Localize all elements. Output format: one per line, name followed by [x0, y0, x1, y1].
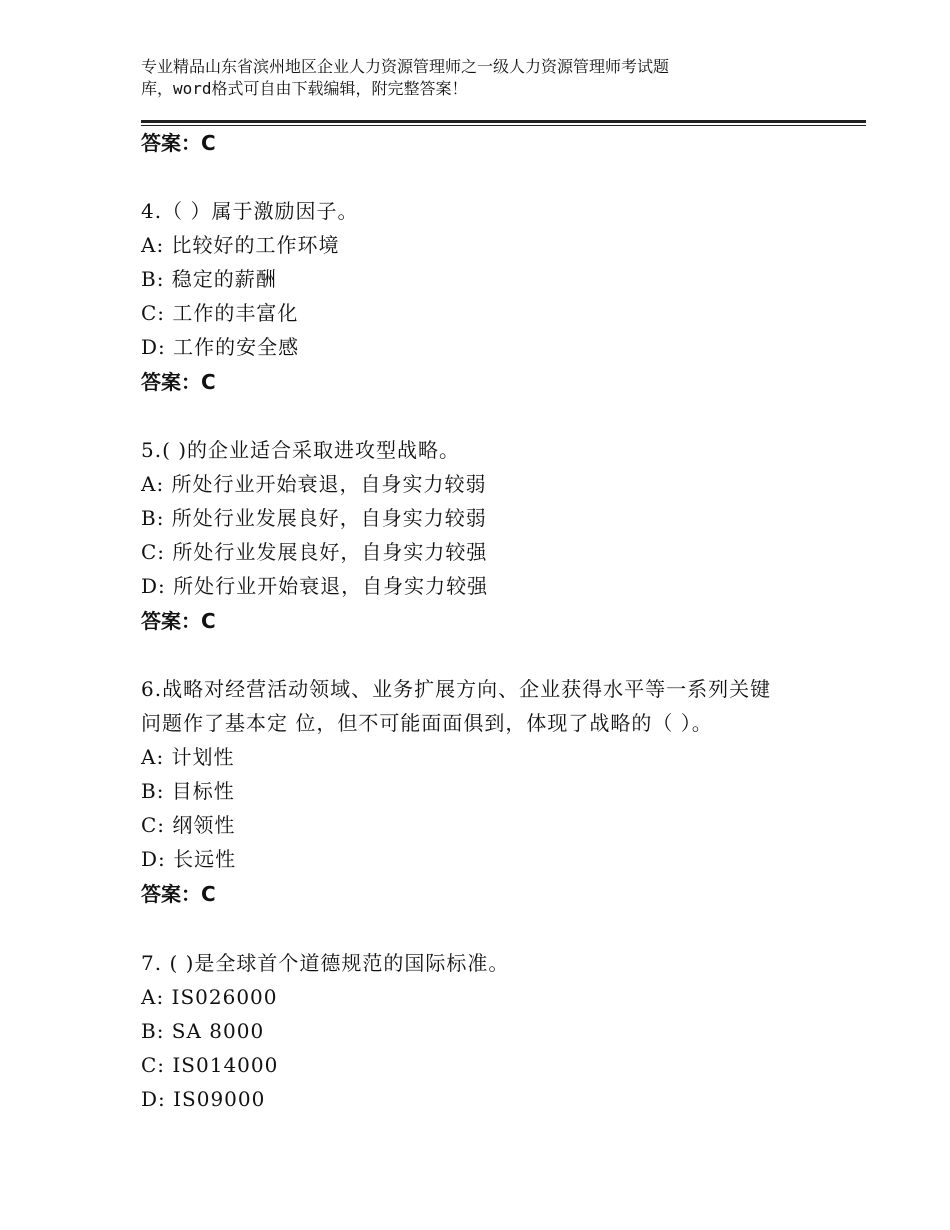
question-7-option-a: A: IS026000 — [141, 985, 278, 1009]
question-7-stem: 7. ( )是全球首个道德规范的国际标准。 — [141, 951, 510, 975]
document-header — [141, 56, 781, 100]
question-4-answer: 答案：C — [141, 370, 216, 394]
question-4-option-c: C: 工作的丰富化 — [141, 301, 299, 325]
header-rule-thin — [141, 125, 866, 126]
question-4-option-d: D: 工作的安全感 — [141, 335, 300, 359]
question-7-option-c: C: IS014000 — [141, 1053, 279, 1077]
question-4-option-b: B: 稳定的薪酬 — [141, 267, 277, 291]
question-6-option-d: D: 长远性 — [141, 847, 237, 871]
question-4-option-a: A: 比较好的工作环境 — [141, 233, 340, 257]
question-4-stem: 4.（ ）属于激励因子。 — [141, 199, 359, 223]
question-5-option-b: B: 所处行业发展良好，自身实力较弱 — [141, 506, 487, 530]
question-5-stem: 5.( )的企业适合采取进攻型战略。 — [141, 438, 461, 462]
question-6-option-a: A: 计划性 — [141, 745, 235, 769]
question-6-stem-line-2: 问题作了基本定 位，但不可能面面俱到，体现了战略的（ ）。 — [141, 711, 713, 735]
header-rule-thick — [141, 120, 866, 123]
question-6-stem-line-1: 6.战略对经营活动领域、业务扩展方向、企业获得水平等一系列关键 — [141, 677, 772, 701]
question-6-option-c: C: 纲领性 — [141, 813, 236, 837]
question-6-option-b: B: 目标性 — [141, 779, 235, 803]
question-5-option-a: A: 所处行业开始衰退，自身实力较弱 — [141, 472, 487, 496]
question-7-option-b: B: SA 8000 — [141, 1019, 265, 1043]
question-6-answer: 答案：C — [141, 882, 216, 906]
question-5-option-d: D: 所处行业开始衰退，自身实力较强 — [141, 574, 489, 598]
header-line-1: 专业精品山东省滨州地区企业人力资源管理师之一级人力资源管理师考试题 — [141, 57, 670, 76]
question-5-answer: 答案：C — [141, 609, 216, 633]
answer-q3: 答案：C — [141, 131, 216, 155]
header-line-2: 库，word格式可自由下载编辑，附完整答案！ — [141, 79, 468, 98]
question-5-option-c: C: 所处行业发展良好，自身实力较强 — [141, 540, 488, 564]
question-7-option-d: D: IS09000 — [141, 1087, 266, 1111]
